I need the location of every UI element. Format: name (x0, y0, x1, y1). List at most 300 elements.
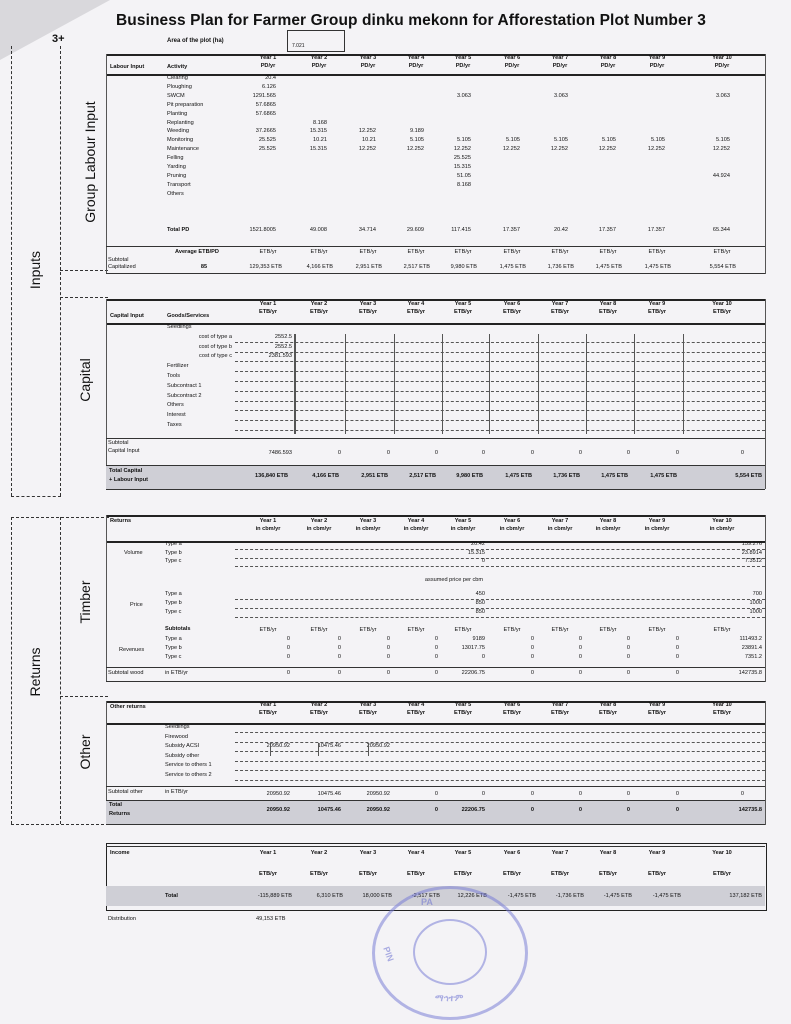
other-col-divider (368, 743, 369, 756)
revenue-value: 111493.2 (739, 636, 762, 642)
other-unit-header: ETB/yr (358, 710, 378, 716)
labour-year-header: Year 4 (407, 55, 425, 61)
capital-subtotal-value: 7486.593 (268, 450, 292, 456)
capital-subtotal-label: Subtotal (108, 440, 129, 446)
income-year-header: Year 1 (259, 850, 277, 856)
total-returns-value: 0 (434, 807, 438, 813)
price-type-0: Type a (165, 591, 182, 597)
labour-divider (60, 270, 108, 271)
area-label: Area of the plot (ha) (167, 38, 224, 44)
inputs-frame-right (60, 46, 61, 496)
other-row-line (235, 751, 765, 752)
timber-year-header: Year 5 (454, 518, 472, 524)
labour-unit-header: PD/yr (360, 63, 376, 69)
labour-etb-unit: ETB/yr (310, 249, 328, 255)
volume-y10: 7.3512 (744, 558, 762, 564)
capital-item-0: Seedlings (167, 324, 192, 330)
other-year-header: Year 6 (503, 702, 521, 708)
subtotal-other-value: 20950.92 (366, 791, 390, 797)
labour-activity-1: Ploughing (167, 83, 192, 90)
labour-year-header: Year 10 (712, 55, 732, 61)
other-year-header: Year 8 (599, 702, 617, 708)
other-col-divider (318, 743, 319, 756)
labour-value: 5.105 (457, 137, 471, 144)
other-unit-header: ETB/yr (406, 710, 426, 716)
subtotal-other-value: 0 (481, 791, 485, 797)
labour-activity-13: Others (167, 190, 184, 197)
capital-item-4: Fertilizer (167, 363, 189, 370)
capital-col-divider (538, 334, 539, 434)
inputs-frame-bottom (11, 496, 61, 497)
revenues-label: Revenues (119, 647, 145, 653)
capital-year-header: Year 8 (599, 301, 617, 307)
labour-value: 1291.565 (252, 92, 276, 99)
revenue-value: 0 (386, 636, 390, 642)
labour-value: 8.168 (313, 119, 327, 126)
other-row-line (235, 770, 765, 771)
capital-divider (60, 297, 108, 298)
income-total-value: 18,000 ETB (362, 893, 392, 899)
timber-unit-header: in cbm/yr (403, 526, 429, 532)
other-unit-header: ETB/yr (502, 710, 522, 716)
revenue-value: 0 (337, 645, 341, 651)
labour-value: 57.6865 (255, 101, 276, 108)
capital-cost-value: 2552.5 (274, 333, 292, 340)
capital-row-line (235, 371, 765, 372)
price-y5: 850 (475, 609, 485, 615)
subtotal-wood-value: 0 (578, 670, 582, 676)
labour-activity-8: Maintenance (167, 146, 200, 153)
subtotal-wood-value: 142735.8 (738, 670, 762, 676)
returns-frame-left (11, 517, 12, 824)
total-capital-value: 2,517 ETB (409, 473, 436, 479)
stamp-text-top: PA (421, 897, 433, 907)
distribution-label: Distribution (108, 916, 136, 922)
capital-unit-header: ETB/yr (502, 309, 522, 315)
other-year-header: Year 7 (551, 702, 569, 708)
labour-total-value: 17.357 (598, 227, 616, 233)
labour-bottom-line (106, 273, 765, 274)
labour-value: 10.21 (313, 137, 327, 144)
timber-year-header: Year 4 (407, 518, 425, 524)
labour-divider-line (106, 246, 765, 247)
subtotal-other-value: 0 (530, 791, 534, 797)
labour-unit-header: PD/yr (311, 63, 327, 69)
revenue-value: 0 (530, 645, 534, 651)
timber-etb-unit: ETB/yr (648, 627, 666, 633)
income-unit-header: ETB/yr (358, 871, 378, 877)
other-row-line (235, 732, 765, 733)
subtotal-wood-value: 0 (286, 670, 290, 676)
revenue-value: 0 (530, 636, 534, 642)
other-item-5: Service to others 2 (165, 771, 212, 778)
timber-unit-header: in cbm/yr (595, 526, 621, 532)
labour-unit-header: PD/yr (600, 63, 616, 69)
capital-unit-header: ETB/yr (550, 309, 570, 315)
income-unit-header: ETB/yr (502, 871, 522, 877)
timber-year-header: Year 1 (259, 518, 277, 524)
labour-value: 15.315 (309, 128, 327, 135)
labour-year-header: Year 1 (259, 55, 277, 61)
income-unit-header: ETB/yr (598, 871, 618, 877)
capital-unit-header: ETB/yr (358, 309, 378, 315)
other-year-header: Year 2 (310, 702, 328, 708)
labour-value: 6.126 (262, 83, 276, 90)
subtotal-wood-value: 0 (530, 670, 534, 676)
labour-year-header: Year 8 (599, 55, 617, 61)
labour-unit-header: PD/yr (260, 63, 276, 69)
capital-subtotal-value: 0 (434, 450, 438, 456)
volume-y5: 15.315 (467, 549, 485, 556)
capital-subtotal-value: 0 (626, 450, 630, 456)
labour-total-value: 29.609 (406, 227, 424, 233)
total-capital-value: 1,475 ETB (601, 473, 628, 479)
area-value-box (287, 30, 345, 52)
area-value: 7.021 (292, 43, 305, 49)
income-year-header: Year 7 (551, 850, 569, 856)
capital-col-divider (394, 334, 395, 434)
labour-etb-unit: ETB/yr (454, 249, 472, 255)
labour-value: 5.105 (506, 137, 520, 144)
labour-total-value: 34.714 (358, 227, 376, 233)
total-capital-value: 1,736 ETB (553, 473, 580, 479)
labour-value: 12.252 (453, 146, 471, 153)
labour-etb-unit: ETB/yr (551, 249, 569, 255)
labour-value: 5.105 (410, 137, 424, 144)
capital-unit-header: ETB/yr (406, 309, 426, 315)
other-row-line (235, 780, 765, 781)
inputs-frame-left (11, 46, 12, 496)
total-returns-value: 10475.46 (317, 807, 341, 813)
subtotal-other-label: Subtotal other (108, 789, 143, 795)
income-total-value: 6,310 ETB (316, 893, 343, 899)
labour-value: 25.525 (258, 137, 276, 144)
other-unit-header: ETB/yr (712, 710, 732, 716)
income-year-header: Year 9 (648, 850, 666, 856)
price-row-line (235, 608, 765, 609)
labour-value: 51.05 (457, 172, 471, 179)
labour-value: 9.189 (410, 128, 424, 135)
subtotal-wood-value: 0 (626, 670, 630, 676)
revenue-value: 0 (578, 645, 582, 651)
price-y10: 1000 (749, 600, 762, 606)
labour-subtotal-value: 129,353 ETB (249, 264, 282, 270)
other-col-divider (270, 743, 271, 756)
total-returns-value: 142735.8 (738, 807, 762, 813)
capital-year-header: Year 10 (712, 301, 732, 307)
capital-item-2: cost of type b (198, 343, 232, 350)
capital-year-header: Year 7 (551, 301, 569, 307)
price-label: Price (130, 602, 143, 608)
labour-subtotal-value: 1,475 ETB (644, 264, 671, 270)
labour-capitalized-label: Capitalized (108, 264, 136, 270)
labour-value: 15.315 (453, 164, 471, 170)
other-label: Other (77, 734, 93, 770)
labour-total-value: 65.344 (712, 227, 730, 233)
subtotal-other-value: 0 (578, 791, 582, 797)
income-total-value: 12,226 ETB (457, 893, 487, 899)
capital-col-divider (586, 334, 587, 434)
labour-value: 5.105 (716, 137, 730, 144)
wood-subtotal-top (106, 667, 765, 668)
price-row-line (235, 617, 765, 618)
revenue-type-0: Type a (165, 636, 182, 642)
labour-year-header: Year 6 (503, 55, 521, 61)
average-etb-value: 85 (200, 264, 208, 270)
folded-corner (0, 0, 110, 60)
capital-right-border (765, 299, 766, 489)
income-unit-header: ETB/yr (550, 871, 570, 877)
labour-year-header: Year 9 (648, 55, 666, 61)
total-returns-label: Total (109, 802, 122, 808)
revenue-value: 0 (434, 645, 438, 651)
subtotal-other-value: 20950.92 (266, 791, 290, 797)
labour-value: 12.252 (712, 146, 730, 153)
total-returns-value: 20950.92 (366, 807, 390, 813)
timber-year-header: Year 9 (648, 518, 666, 524)
other-header-band (106, 701, 765, 725)
income-unit-header: ETB/yr (406, 871, 426, 877)
other-value: 20950.92 (366, 743, 390, 749)
returns-frame-bottom (11, 824, 109, 825)
other-year-header: Year 10 (712, 702, 732, 708)
capital-subtotal-value: 0 (386, 450, 390, 456)
revenue-value: 23891.4 (741, 645, 762, 651)
distribution-value: 49,153 ETB (256, 916, 286, 922)
capital-year-header: Year 2 (310, 301, 328, 307)
labour-subtotal-value: 5,554 ETB (709, 264, 736, 270)
labour-value: 12.252 (358, 146, 376, 153)
labour-activity-10: Yarding (167, 164, 186, 170)
stamp-text-left: PIN (381, 945, 396, 963)
labour-left-border (106, 54, 107, 274)
income-unit-header: ETB/yr (453, 871, 473, 877)
capital-unit-header: ETB/yr (712, 309, 732, 315)
labour-total-value: 17.357 (647, 227, 665, 233)
total-returns-label-2: Returns (109, 811, 131, 817)
labour-activity-4: Planting (167, 110, 188, 117)
labour-total-value: 20.42 (554, 227, 568, 233)
labour-unit-header: PD/yr (552, 63, 568, 69)
stamp-emblem (413, 919, 487, 985)
capital-row-line (235, 342, 765, 343)
capital-item-1: cost of type a (198, 333, 232, 340)
timber-etb-unit: ETB/yr (259, 627, 277, 633)
labour-value: 20.4 (265, 75, 276, 81)
labour-total-value: 117.415 (451, 227, 471, 233)
volume-y5: 20.42 (471, 541, 485, 547)
income-unit-header: ETB/yr (309, 871, 329, 877)
volume-row-line (235, 558, 765, 559)
price-y10: 700 (752, 591, 762, 597)
other-returns-label: Other returns (110, 704, 146, 710)
volume-type-2: Type c (165, 558, 182, 564)
capital-bottom-line (106, 489, 765, 490)
capital-item-6: Subcontract 1 (167, 382, 202, 389)
labour-etb-unit: ETB/yr (259, 249, 277, 255)
revenue-value: 0 (337, 636, 341, 642)
timber-etb-unit: ETB/yr (599, 627, 617, 633)
total-capital-label: Total Capital (109, 468, 143, 474)
labour-value: 8.168 (457, 181, 471, 188)
income-year-header: Year 6 (503, 850, 521, 856)
labour-subtotal-label: Subtotal (108, 257, 129, 263)
revenue-value: 0 (481, 654, 485, 660)
timber-bottom-line (106, 681, 765, 682)
labour-year-header: Year 3 (359, 55, 377, 61)
labour-value: 25.525 (453, 155, 471, 162)
labour-etb-unit: ETB/yr (407, 249, 425, 255)
subtotal-other-unit: in ETB/yr (165, 789, 189, 795)
capital-row-line (235, 391, 765, 392)
income-unit-header: ETB/yr (258, 871, 278, 877)
labour-subtotal-value: 2,517 ETB (403, 264, 430, 270)
total-capital-label-2: + Labour Input (109, 477, 148, 483)
capital-item-8: Others (167, 402, 184, 409)
labour-subtotal-value: 4,166 ETB (306, 264, 333, 270)
price-type-1: Type b (165, 600, 182, 606)
activity-header: Activity (167, 64, 188, 70)
revenue-value: 0 (386, 645, 390, 651)
total-capital-value: 2,951 ETB (361, 473, 388, 479)
total-capital-value: 5,554 ETB (735, 473, 762, 479)
total-pd-label: Total PD (167, 227, 190, 233)
revenue-value: 0 (386, 654, 390, 660)
revenue-value: 0 (286, 654, 290, 660)
capital-section-label: Capital Input (110, 313, 144, 319)
timber-left-border (106, 515, 107, 682)
capital-year-header: Year 5 (454, 301, 472, 307)
capital-unit-header: ETB/yr (309, 309, 329, 315)
capital-unit-header: ETB/yr (453, 309, 473, 315)
timber-etb-unit: ETB/yr (359, 627, 377, 633)
labour-year-header: Year 5 (454, 55, 472, 61)
other-value: 20950.92 (266, 743, 290, 749)
labour-value: 12.252 (550, 146, 568, 153)
other-unit-header: ETB/yr (309, 710, 329, 716)
capital-input-label: Capital Input (108, 448, 140, 454)
income-total-value: -1,475 ETB (603, 893, 632, 899)
timber-year-header: Year 2 (310, 518, 328, 524)
subtotal-wood-value: 0 (386, 670, 390, 676)
revenue-value: 0 (675, 636, 679, 642)
revenue-value: 0 (286, 645, 290, 651)
income-year-header: Year 2 (310, 850, 328, 856)
labour-subtotal-value: 1,475 ETB (499, 264, 526, 270)
timber-etb-unit: ETB/yr (310, 627, 328, 633)
other-bottom-line (106, 824, 765, 825)
labour-value: 12.252 (358, 128, 376, 135)
price-row-line (235, 599, 765, 600)
timber-unit-header: in cbm/yr (355, 526, 381, 532)
other-year-header: Year 1 (259, 702, 277, 708)
returns-frame-top (11, 517, 109, 518)
labour-etb-unit: ETB/yr (599, 249, 617, 255)
total-capital-value: 1,475 ETB (505, 473, 532, 479)
labour-value: 25.525 (258, 146, 276, 153)
timber-right-border (765, 515, 766, 682)
capital-col-divider (683, 334, 684, 434)
subtotal-wood-value: 0 (337, 670, 341, 676)
total-capital-value: 9,980 ETB (456, 473, 483, 479)
other-item-4: Service to others 1 (165, 762, 212, 768)
capital-year-header: Year 6 (503, 301, 521, 307)
other-unit-header: ETB/yr (453, 710, 473, 716)
total-returns-value: 0 (578, 807, 582, 813)
other-item-3: Subsidy other (165, 752, 200, 759)
stamp-text-bottom: ማኅተም (435, 993, 464, 1003)
capital-header-band (106, 299, 765, 325)
revenue-value: 0 (337, 654, 341, 660)
labour-value: 15.315 (309, 146, 327, 153)
page-title: Business Plan for Farmer Group dinku mekonn for Afforestation Plot Number 3 (116, 12, 706, 29)
income-unit-header: ETB/yr (712, 871, 732, 877)
capital-item-7: Subcontract 2 (167, 392, 202, 399)
capital-year-header: Year 4 (407, 301, 425, 307)
revenue-value: 0 (286, 636, 290, 642)
income-year-header: Year 3 (359, 850, 377, 856)
timber-etb-unit: ETB/yr (407, 627, 425, 633)
capital-subtotal-top (106, 438, 765, 439)
labour-value: 5.105 (554, 137, 568, 144)
capital-unit-header: ETB/yr (258, 309, 278, 315)
capital-item-3: cost of type c (199, 353, 232, 360)
volume-type-0: Type a (165, 541, 182, 547)
price-type-2: Type c (165, 609, 182, 615)
total-capital-value: 4,166 ETB (312, 473, 339, 479)
capital-left-border (106, 299, 107, 489)
inputs-label: Inputs (27, 250, 43, 290)
income-total-value: -2,517 ETB (411, 893, 440, 899)
subtotal-wood-unit: in ETB/yr (165, 670, 189, 676)
other-year-header: Year 4 (407, 702, 425, 708)
labour-subtotal-value: 1,736 ETB (547, 264, 574, 270)
other-unit-header: ETB/yr (550, 710, 570, 716)
capital-col-divider (295, 334, 296, 434)
timber-divider (60, 696, 108, 697)
average-etb-label: Average ETB/PD (175, 249, 219, 255)
volume-y5: 0 (481, 558, 485, 564)
labour-activity-6: Weeding (167, 128, 189, 135)
income-year-header: Year 4 (407, 850, 425, 856)
total-returns-value: 0 (626, 807, 630, 813)
revenue-value: 0 (626, 636, 630, 642)
labour-activity-2: SWCM (167, 92, 185, 99)
price-y5: 450 (475, 591, 485, 597)
timber-year-header: Year 8 (599, 518, 617, 524)
revenue-value: 7351.2 (744, 654, 762, 660)
capital-subtotal-value: 0 (675, 450, 679, 456)
capital-subtotal-value: 0 (578, 450, 582, 456)
price-y5: 850 (475, 600, 485, 606)
capital-year-header: Year 9 (648, 301, 666, 307)
capital-col-divider (442, 334, 443, 434)
labour-subtotal-value: 9,980 ETB (450, 264, 477, 270)
total-returns-value: 20950.92 (266, 807, 290, 813)
capital-row-line (235, 352, 765, 353)
timber-unit-header: in cbm/yr (499, 526, 525, 532)
timber-year-header: Year 3 (359, 518, 377, 524)
labour-activity-3: Pit preparation (167, 101, 204, 108)
other-right-border (765, 701, 766, 825)
income-year-header: Year 5 (454, 850, 472, 856)
other-unit-header: ETB/yr (647, 710, 667, 716)
labour-etb-unit: ETB/yr (648, 249, 666, 255)
labour-unit-header: PD/yr (408, 63, 424, 69)
other-year-header: Year 9 (648, 702, 666, 708)
income-top-line (106, 846, 765, 847)
volume-row-line (235, 566, 765, 567)
